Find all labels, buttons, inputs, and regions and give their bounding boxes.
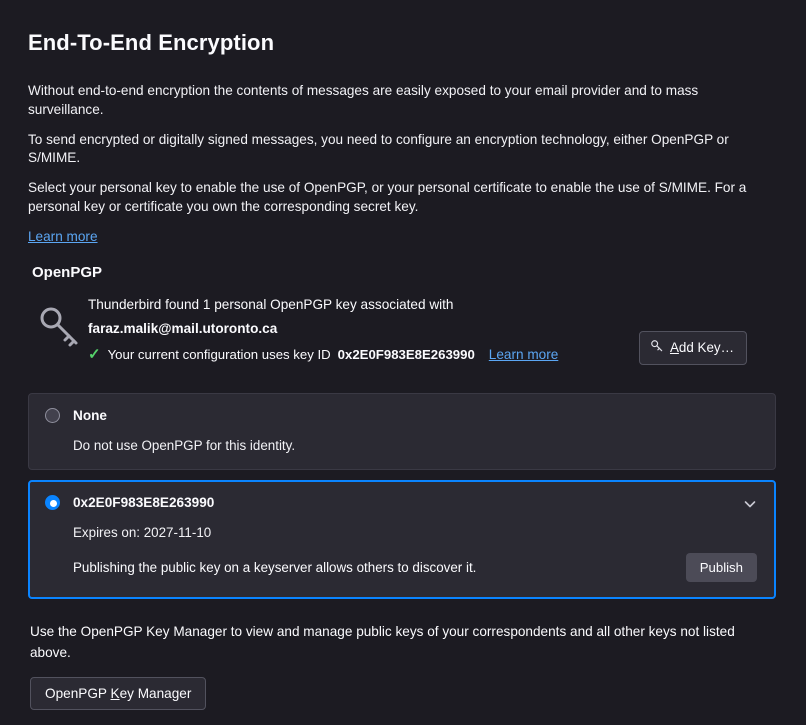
key-publish-row [73, 553, 759, 582]
radio-personal-key[interactable] [45, 495, 60, 510]
page-title: End-To-End Encryption [28, 30, 275, 55]
openpgp-section-title: OpenPGP [32, 263, 103, 281]
add-key-accel: A [669, 339, 679, 355]
intro-paragraph-1: Without end-to-end encryption the contents of messages are easily exposed to your email provider and to mass surveillance. [28, 83, 699, 117]
add-key-rest: dd Key… [678, 339, 734, 355]
intro-paragraph-2: To send encrypted or digitally signed messages, you need to configure an encryption technology, either OpenPGP or S/MIME. [28, 131, 729, 166]
add-key-label [670, 340, 734, 355]
configuration-text: Your current configuration uses key ID [107, 346, 331, 362]
chevron-down-icon[interactable] [742, 496, 758, 512]
key-option-personal-key-label: 0x2E0F983E8E263990 [73, 494, 215, 510]
key-icon [32, 295, 88, 351]
key-manager-label-post: ey Manager [119, 685, 192, 701]
key-option-list [28, 393, 776, 599]
key-option-none[interactable] [28, 393, 776, 470]
configuration-key-id: 0x2E0F983E8E263990 [337, 346, 475, 362]
key-publish-text: Publishing the public key on a keyserver allows others to discover it. [73, 559, 477, 575]
add-key-button[interactable] [639, 331, 747, 365]
checkmark-icon: ✓ [88, 345, 101, 363]
key-option-personal-key[interactable] [28, 480, 776, 599]
learn-more-link[interactable]: Learn more [28, 228, 98, 244]
key-option-none-header [45, 408, 759, 423]
key-manager-accel: K [110, 685, 120, 701]
account-email: faraz.malik@mail.utoronto.ca [88, 320, 278, 336]
key-option-none-description: Do not use OpenPGP for this identity. [73, 437, 296, 453]
key-manager-label-pre: OpenPGP [45, 685, 111, 701]
openpgp-status-block [28, 295, 776, 371]
key-manager-note: Use the OpenPGP Key Manager to view and manage public keys of your correspondents and all other keys not listed above. [30, 623, 735, 660]
intro-paragraph-3: Select your personal key to enable the use of OpenPGP, or your personal certificate to enable the use of S/MIME. For a personal key or certificate you own the corresponding secret key. [28, 180, 747, 214]
key-expiry: Expires on: 2027-11-10 [73, 524, 212, 540]
key-option-none-label: None [73, 407, 107, 423]
publish-button[interactable]: Publish [686, 553, 757, 582]
found-key-text: Thunderbird found 1 personal OpenPGP key associated with [88, 296, 454, 312]
configuration-learn-more-link[interactable]: Learn more [488, 346, 559, 362]
radio-none[interactable] [45, 408, 60, 423]
key-option-personal-key-header [45, 495, 759, 510]
learn-more-row [28, 228, 776, 244]
key-add-icon [650, 339, 664, 356]
openpgp-key-manager-button[interactable] [30, 677, 206, 710]
